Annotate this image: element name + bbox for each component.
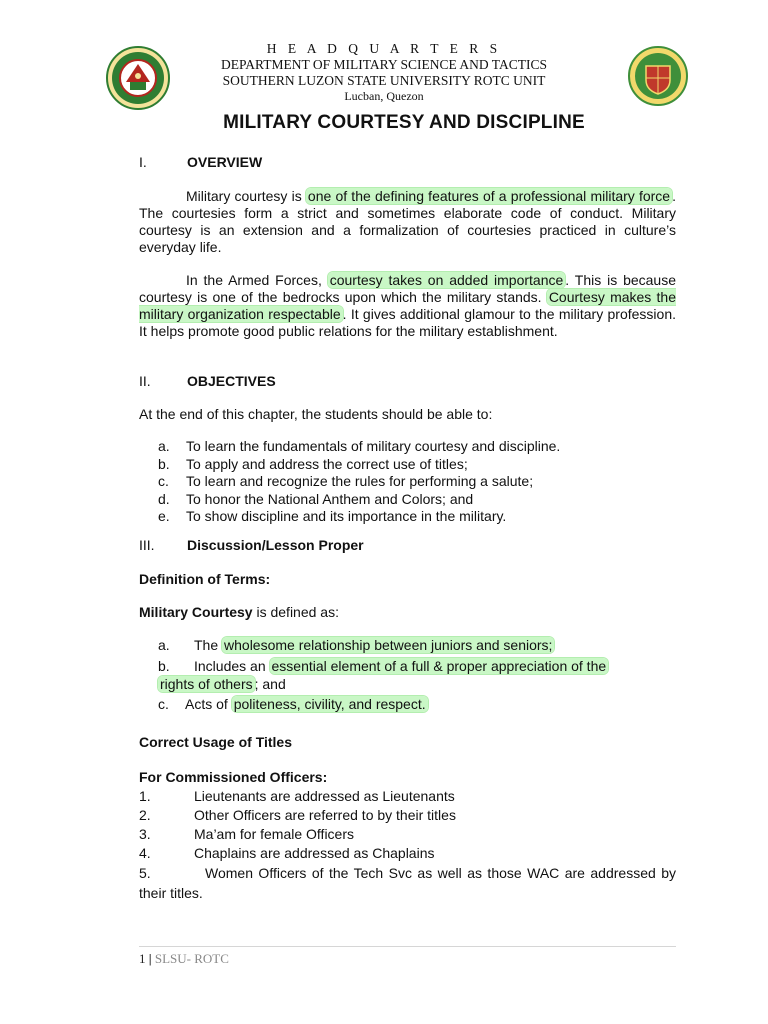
military-courtesy-definition	[139, 604, 676, 621]
highlight: essential element of a full & proper appreciation of the	[271, 658, 607, 674]
list-item	[158, 491, 560, 509]
header-department: DEPARTMENT OF MILITARY SCIENCE AND TACTICS	[221, 57, 547, 72]
text-run: ; and	[254, 676, 286, 692]
list-marker: 2.	[139, 807, 151, 823]
list-marker: b.	[158, 658, 170, 674]
list-item	[158, 508, 560, 526]
page-number: 1	[139, 951, 146, 966]
overview-paragraph-2	[139, 272, 676, 340]
list-item	[158, 473, 560, 491]
text-run: In the Armed Forces,	[186, 272, 328, 288]
list-marker: e.	[158, 508, 170, 524]
section-title: Discussion/Lesson Proper	[187, 537, 364, 553]
list-marker: c.	[158, 696, 169, 712]
list-marker: 3.	[139, 826, 151, 842]
text-run: . This is because courtesy is one of the bedrocks upon which the military stands.	[139, 272, 676, 305]
section-number: II.	[139, 373, 151, 389]
highlight: rights of others	[160, 676, 253, 692]
list-item	[139, 844, 676, 863]
list-item	[139, 787, 676, 806]
letterhead	[0, 41, 768, 104]
list-text: Lieutenants are addressed as Lieutenants	[194, 788, 455, 804]
list-item	[139, 806, 676, 825]
list-marker: 5.	[139, 865, 151, 881]
titles-list	[139, 787, 676, 903]
definition-item-c	[158, 696, 676, 713]
section-number: III.	[139, 537, 155, 553]
term: Military Courtesy	[139, 604, 253, 620]
list-text: To learn and recognize the rules for performing a salute;	[186, 473, 534, 489]
list-marker: b.	[158, 455, 170, 472]
list-marker: a.	[158, 637, 170, 653]
highlight: Courtesy makes the military organization respectable	[139, 289, 677, 322]
list-text: Ma’am for female Officers	[194, 826, 355, 842]
objectives-intro: At the end of this chapter, the students should be able to:	[139, 406, 493, 422]
document-title: MILITARY COURTESY AND DISCIPLINE	[223, 112, 585, 133]
list-marker: c.	[158, 473, 169, 489]
list-text: Women Officers of the Tech Svc as well as those WAC are addressed by their titles.	[139, 865, 676, 901]
text-run: is defined as:	[252, 604, 339, 620]
highlight: politeness, civility, and respect.	[233, 696, 426, 712]
commissioned-officers-heading: For Commissioned Officers:	[139, 769, 328, 785]
list-text: To show discipline and its importance in the military.	[186, 508, 507, 524]
list-item	[139, 825, 676, 844]
list-marker: a.	[158, 438, 170, 454]
list-item	[139, 863, 676, 903]
text-run: The	[194, 637, 223, 653]
footer-divider	[139, 946, 676, 947]
section-title: OBJECTIVES	[187, 373, 276, 389]
section-objectives-heading	[139, 373, 276, 389]
list-text: To apply and address the correct use of titles;	[186, 455, 468, 472]
highlight: wholesome relationship between juniors and seniors;	[224, 637, 553, 653]
list-text: To learn the fundamentals of military courtesy and discipline.	[186, 438, 561, 454]
section-number: I.	[139, 154, 147, 170]
text-run: . It gives additional glamour to the military profession. It helps promote good public relations for the military establishment.	[139, 306, 676, 339]
highlight: one of the defining features of a professional military force	[307, 188, 671, 204]
list-marker: d.	[158, 490, 170, 507]
highlight: courtesy takes on added importance	[329, 272, 564, 288]
header-location: Lucban, Quezon	[344, 89, 424, 103]
correct-usage-heading: Correct Usage of Titles	[139, 734, 293, 750]
text-run: Military courtesy is	[186, 188, 306, 204]
objectives-list	[158, 438, 560, 526]
list-item	[158, 456, 560, 474]
page-footer	[139, 951, 229, 967]
definition-item-b-continued	[158, 676, 676, 693]
definition-item-a	[158, 637, 676, 654]
overview-paragraph-1	[139, 188, 676, 256]
list-text: Chaplains are addressed as Chaplains	[194, 845, 435, 861]
text-run: Acts of	[185, 696, 232, 712]
section-overview-heading	[139, 154, 262, 170]
header-headquarters: H E A D Q U A R T E R S	[266, 41, 502, 56]
definition-of-terms-heading: Definition of Terms:	[139, 571, 271, 587]
header-university: SOUTHERN LUZON STATE UNIVERSITY ROTC UNIT	[222, 73, 546, 88]
text-run: Includes an	[194, 658, 270, 674]
list-text: To honor the National Anthem and Colors; and	[186, 490, 474, 507]
footer-text: SLSU- ROTC	[154, 951, 229, 966]
footer-separator: |	[145, 951, 155, 966]
list-marker: 4.	[139, 845, 151, 861]
list-text: Other Officers are referred to by their titles	[194, 807, 456, 823]
definition-item-b	[158, 657, 676, 676]
text-run: . The courtesies form a strict and sometimes elaborate code of conduct. Military courtesy is an extension and a formalization of courtesies practiced in culture’s everyday life.	[139, 188, 676, 255]
section-discussion-heading	[139, 537, 364, 553]
list-item	[158, 438, 560, 456]
list-marker: 1.	[139, 788, 151, 804]
section-title: OVERVIEW	[187, 154, 263, 170]
